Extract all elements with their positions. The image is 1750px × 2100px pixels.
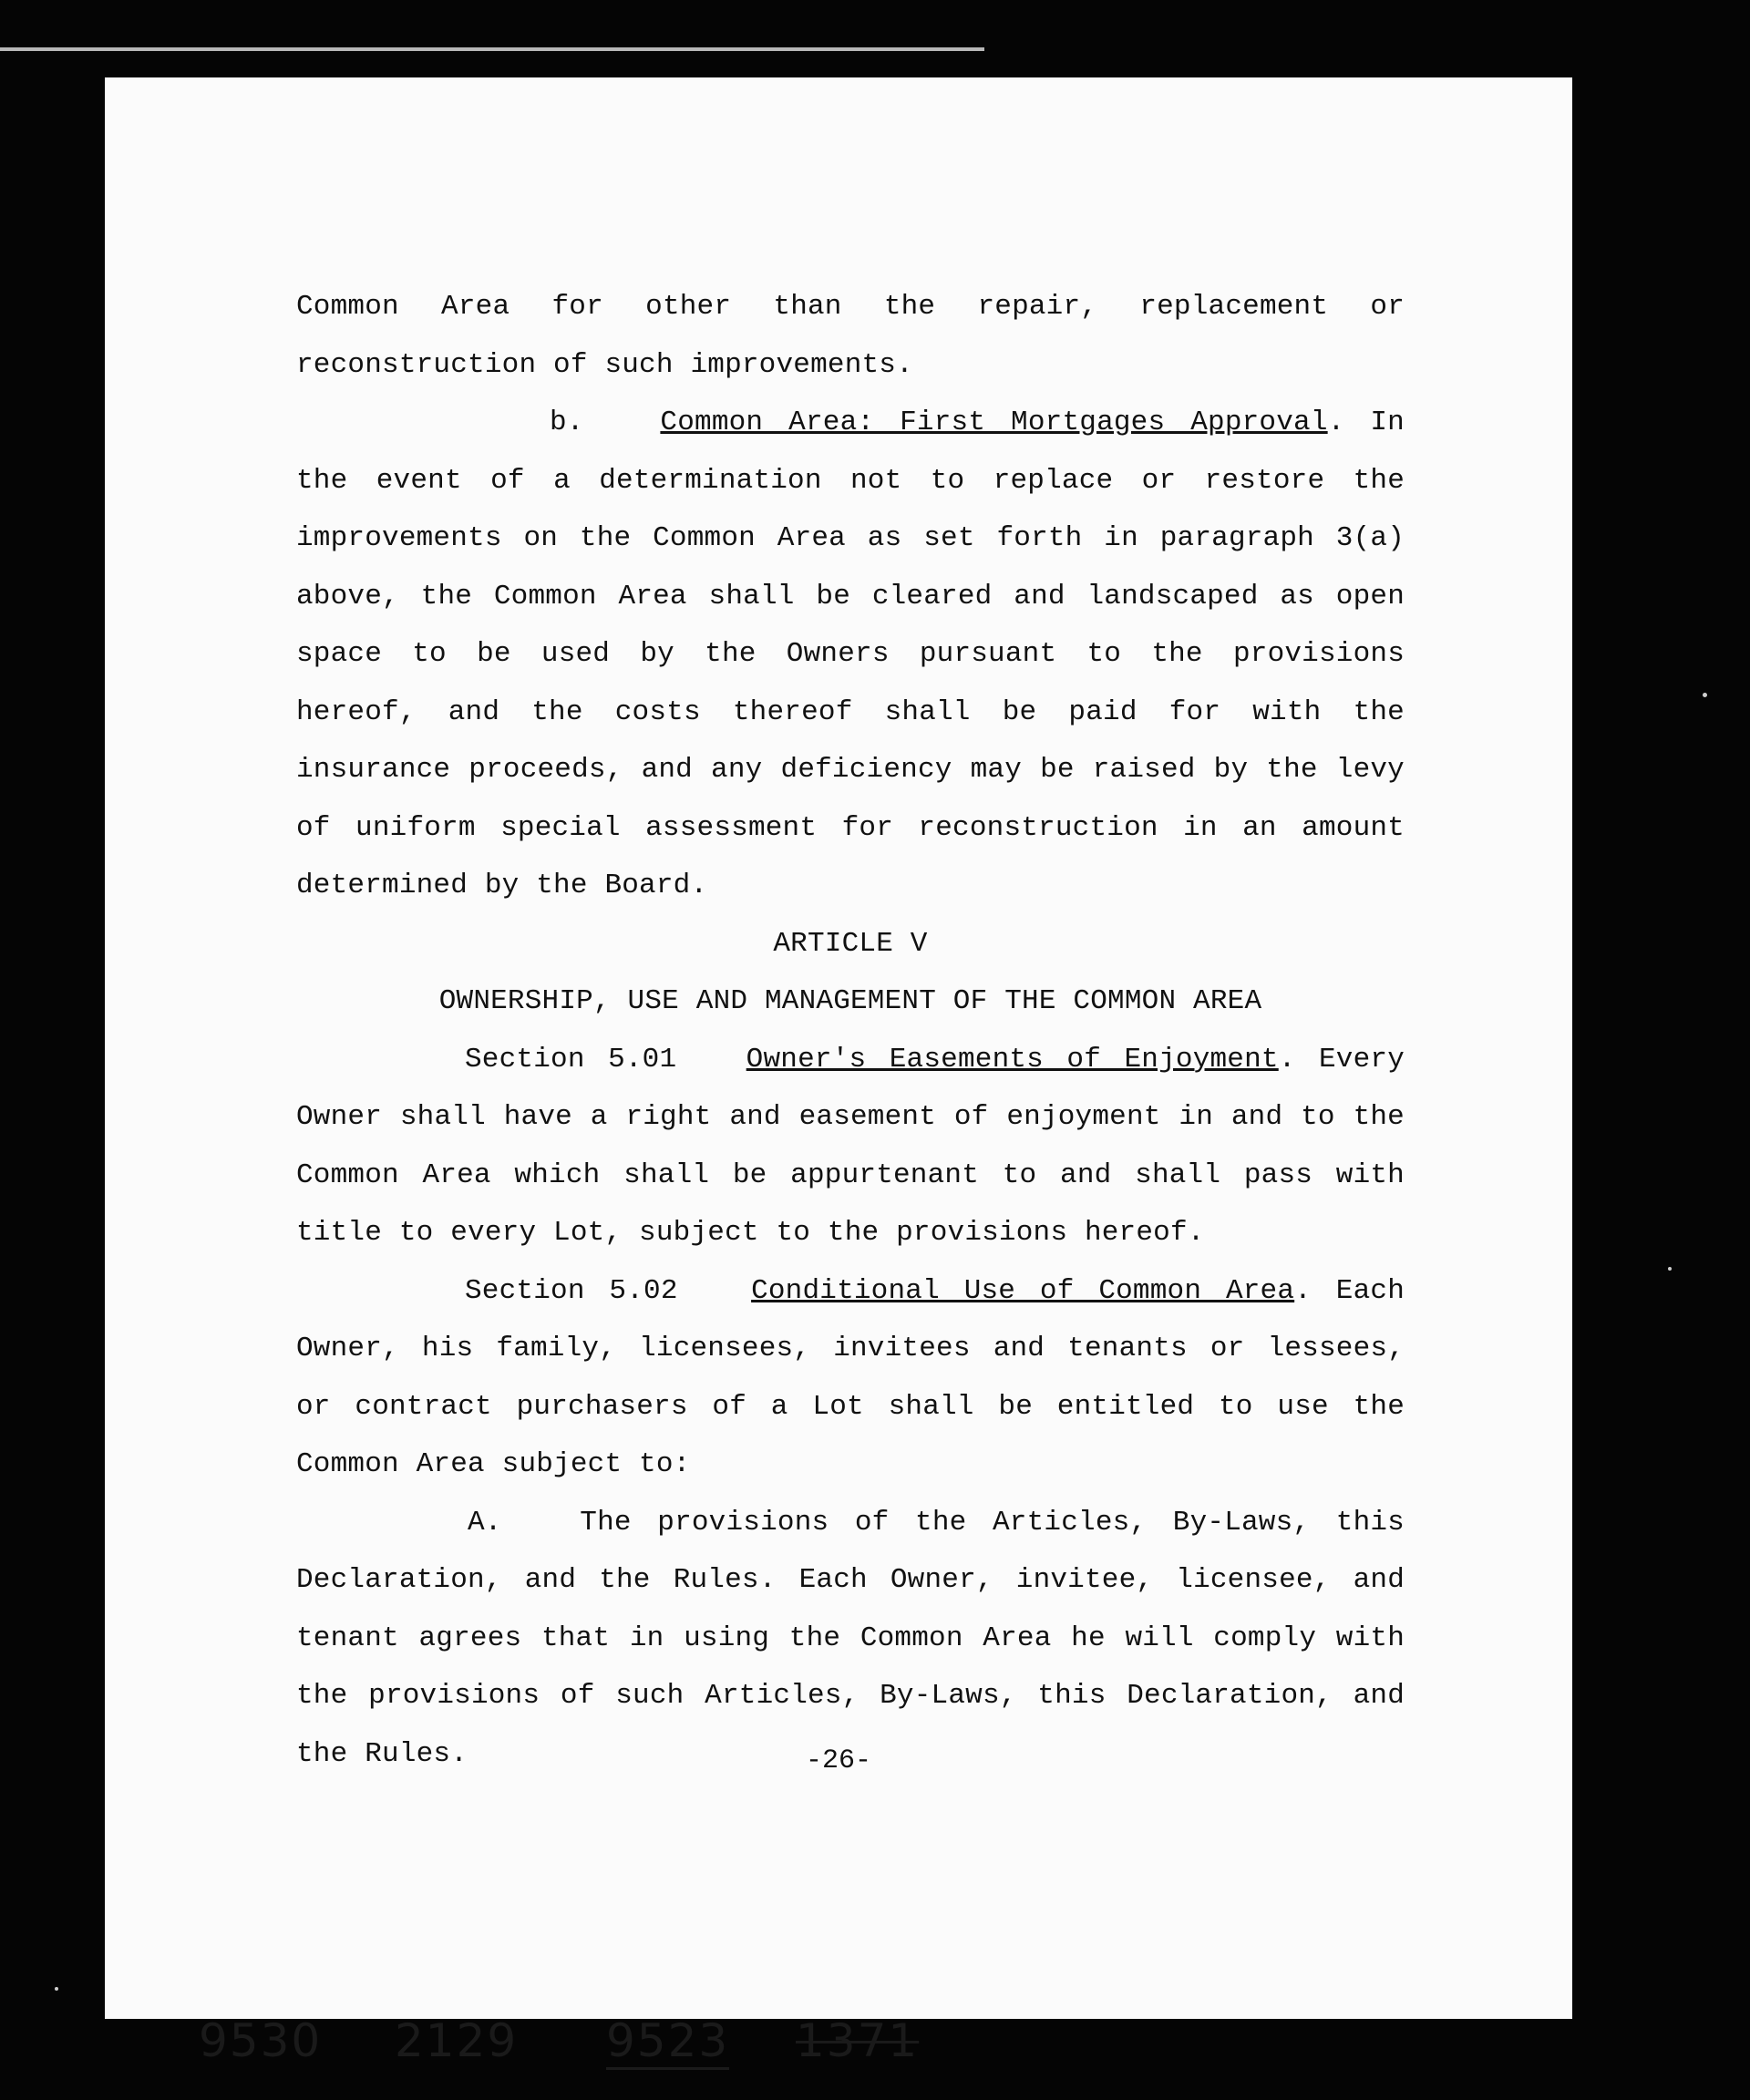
scan-speck	[1668, 1267, 1672, 1271]
subparagraph-a-label: A.	[468, 1506, 502, 1539]
stamp-number-4-struck: 1371	[796, 2014, 920, 2067]
stamp-number-1: 9530	[199, 2014, 323, 2067]
section-5-01-text: . Every Owner shall have a right and easement of enjoyment in and to the Common Area which shall be appurtenant to and shall pass with title to every Lot, subject to the provisions hereof.	[296, 1043, 1405, 1249]
scan-speck	[55, 1987, 58, 1991]
article-subtitle: OWNERSHIP, USE AND MANAGEMENT OF THE COMMON AREA	[438, 985, 1262, 1017]
stamp-number-3: 9523	[606, 2014, 729, 2070]
scan-edge-line	[0, 47, 984, 51]
section-5-02-label: Section 5.02	[465, 1274, 678, 1307]
subparagraph-a	[296, 1494, 1405, 1784]
section-5-02-heading: Conditional Use of Common Area	[751, 1274, 1295, 1307]
section-5-02-text: . Each Owner, his family, licensees, invitees and tenants or lessees, or contract purchasers of a Lot shall be entitled to use the Common Area subject to:	[296, 1274, 1405, 1480]
document-page	[105, 77, 1572, 2067]
section-5-02	[296, 1262, 1405, 1494]
section-5-01-label: Section 5.01	[465, 1043, 677, 1076]
scan-speck	[1703, 693, 1707, 697]
section-5-01	[296, 1031, 1405, 1262]
paragraph-continued: Common Area for other than the repair, replacement or reconstruction of such improvements.	[296, 291, 1405, 381]
paragraph-b-text: . In the event of a determination not to replace or restore the improvements on the Common Area as set forth in paragraph 3(a) above, the Common Area shall be cleared and landscaped as open space to be used by the Owners pursuant to the provisions hereof, and the costs thereof shall be paid for with the insurance proceeds, and any deficiency may be raised by the levy of uniform special assessment for reconstruction in an amount determined by the Board.	[296, 407, 1405, 901]
paragraph-b-heading: Common Area: First Mortgages Approval	[660, 407, 1328, 438]
paragraph-b	[296, 394, 1405, 915]
stamp-number-2: 2129	[395, 2014, 519, 2067]
page-number: -26-	[805, 1745, 871, 1776]
article-title: ARTICLE V	[773, 927, 928, 960]
subparagraph-a-text: The provisions of the Articles, By-Laws, this Declaration, and the Rules. Each Owner, invitee, licensee, and tenant agrees that in using the Common Area he will comply with the provisions of such Articles, By-Laws, this Declaration, and the Rules.	[296, 1506, 1405, 1770]
section-5-01-heading: Owner's Easements of Enjoyment	[746, 1043, 1279, 1076]
paragraph-b-label: b.	[550, 407, 584, 438]
document-body	[296, 278, 1405, 1783]
